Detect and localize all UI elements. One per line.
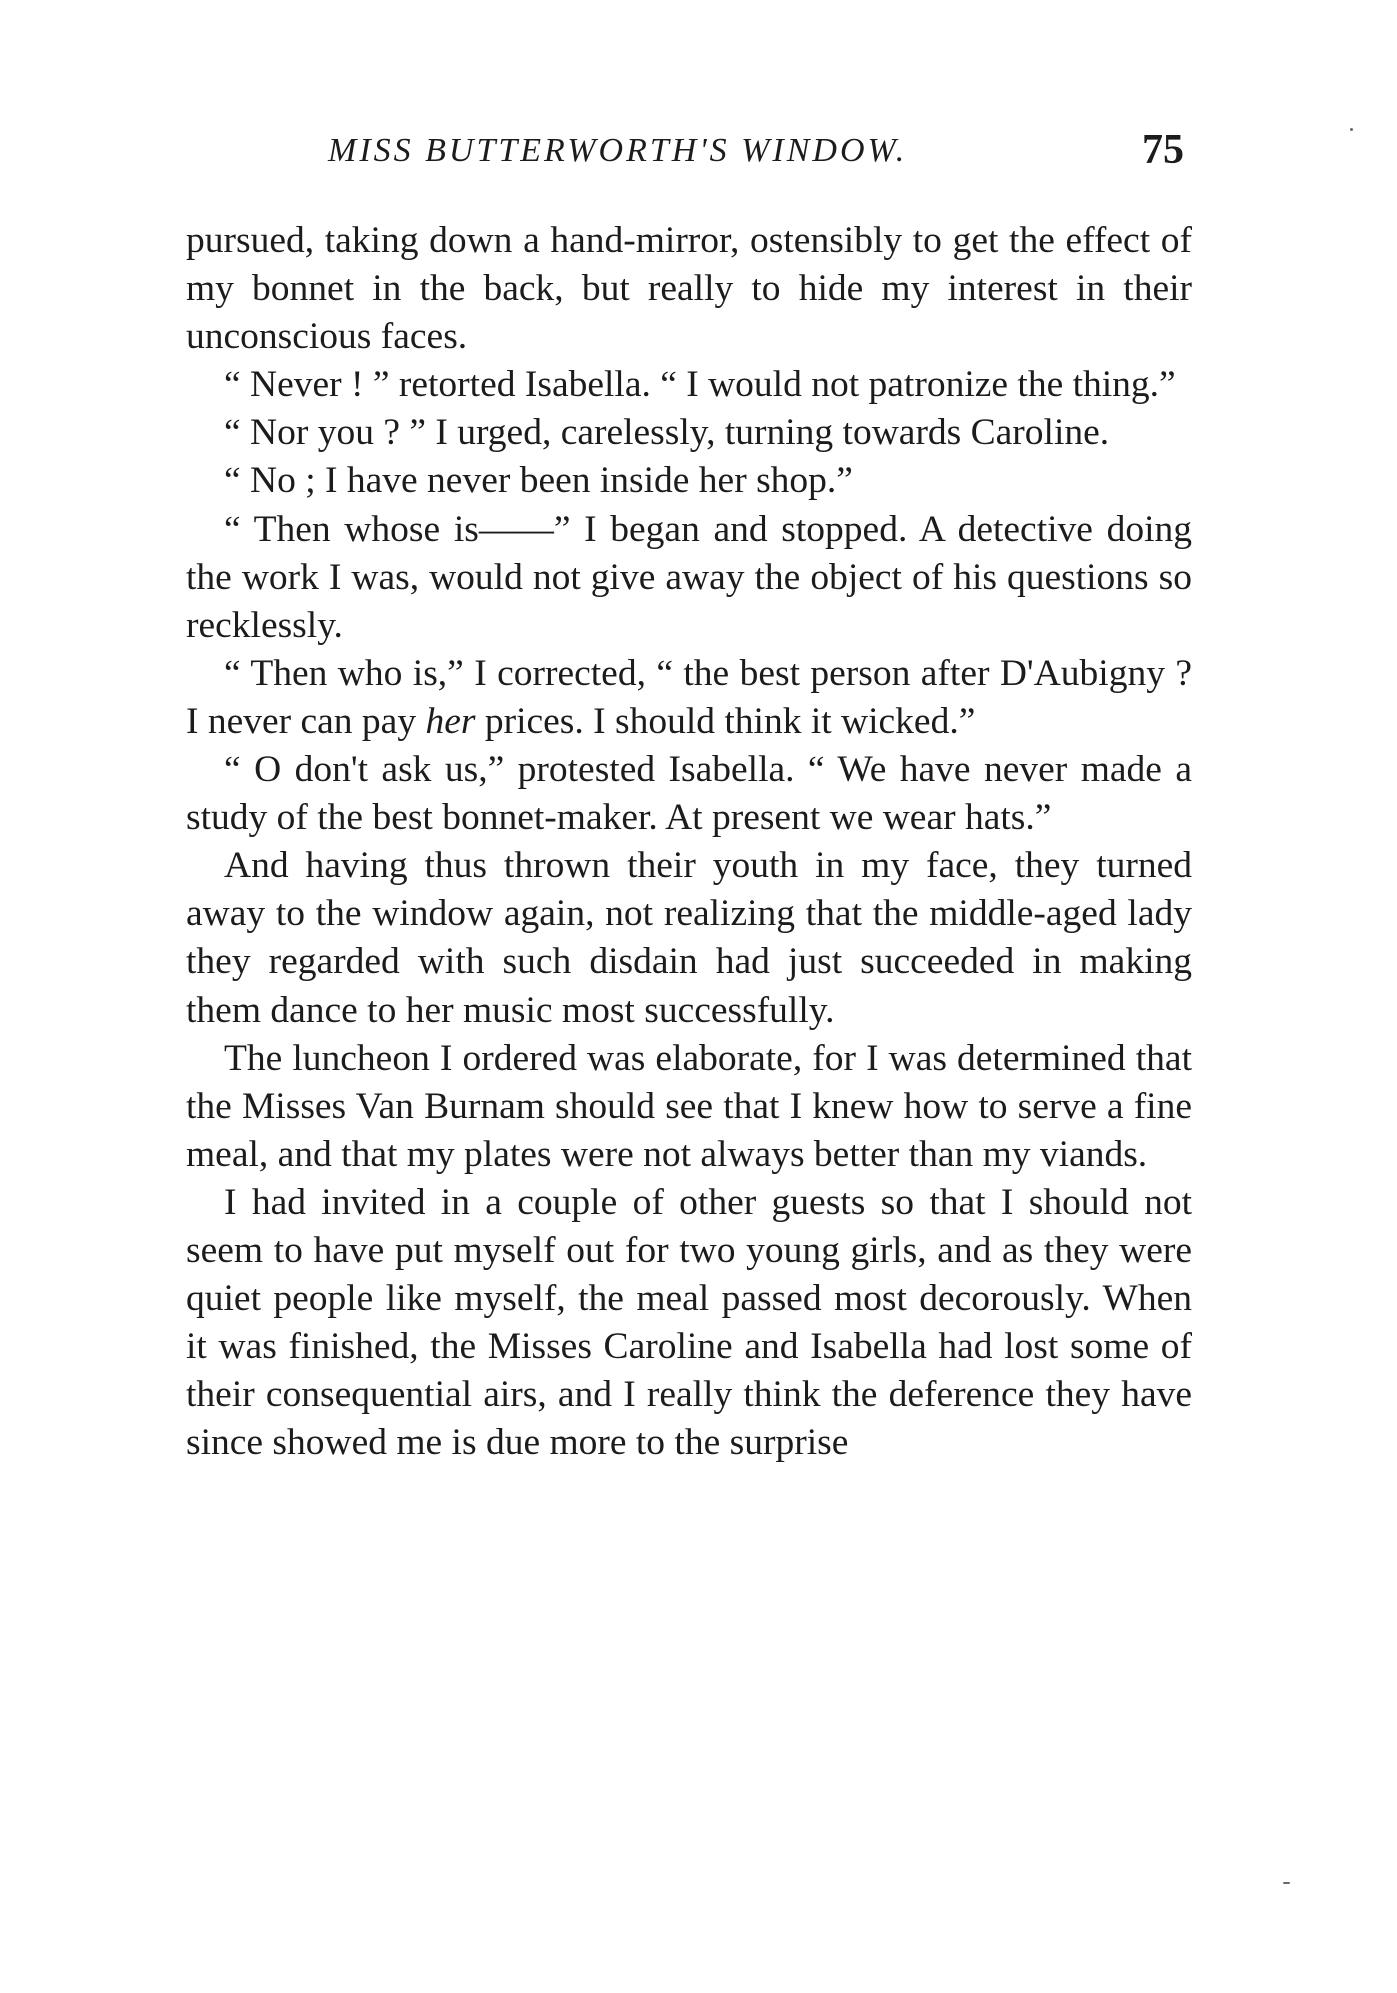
paper-speck	[1350, 128, 1353, 131]
paragraph: I had invited in a couple of other guests so that I should not seem to have put myself out for two young girls, and as they were quiet people like myself, the meal passed most decorously. When it was finished, the Misses Caroline and Isabella had lost some of their consequential airs, and I really think the deference they have since showed me is due more to the surprise	[186, 1181, 1192, 1464]
page-number: 75	[1142, 127, 1184, 173]
paragraph: “ Then whose is——” I began and stopped. A detective doing the work I was, would not give away the object of his questions so recklessly.	[186, 508, 1192, 646]
paragraph: pursued, taking down a hand-mirror, ostensibly to get the effect of my bonnet in the back, but really to hide my interest in their unconscious faces.	[186, 220, 1192, 358]
running-title: MISS BUTTERWORTH'S WINDOW.	[328, 132, 908, 169]
paragraph: “ Nor you ? ” I urged, carelessly, turning towards Caroline.	[224, 412, 1110, 454]
paragraph: “ No ; I have never been inside her shop.”	[224, 460, 853, 502]
paragraph: “ Never ! ” retorted Isabella. “ I would not patronize the thing.”	[224, 364, 1176, 406]
body-text	[186, 217, 1192, 1467]
paragraph: And having thus thrown their youth in my face, they turned away to the window again, not realizing that the middle-aged lady they regarded with such disdain had just succeeded in making them dance to her music most successfully.	[186, 845, 1192, 1031]
emphasis-text: her	[425, 700, 476, 742]
running-head	[186, 126, 1192, 186]
paper-speck	[1283, 1882, 1290, 1884]
paragraph: “ Then who is,” I corrected, “ the best person after D'Aubigny ? I never can pay her prices. I should think it wicked.”	[186, 652, 1192, 742]
paragraph: The luncheon I ordered was elaborate, for I was determined that the Misses Van Burnam should see that I knew how to serve a fine meal, and that my plates were not always better than my viands.	[186, 1037, 1192, 1175]
paragraph: “ O don't ask us,” protested Isabella. “ We have never made a study of the best bonnet-maker. At present we wear hats.”	[186, 749, 1192, 839]
